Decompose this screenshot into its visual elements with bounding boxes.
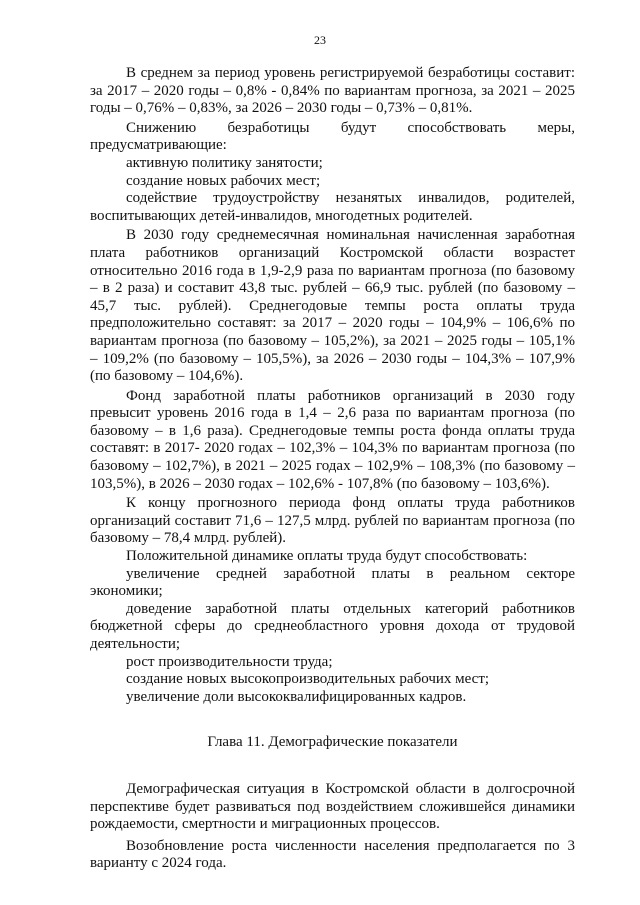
- paragraph-average-wage: В 2030 году среднемесячная номинальная начисленная заработная плата работников организаций Костромской области возрастет относительно 2016 года в 1,9-2,9 раза по вариантам прогноза (по базовому – в 2 раза) и составит 43,8 тыс. рублей – 66,9 тыс. рублей (по базовому – 45,7 тыс. рублей). Среднегодовые темпы роста оплаты труда предположительно составят: за 2017 – 2020 годы – 104,9% – 106,6% по вариантам прогноза (по базовому – 105,2%), за 2021 – 2025 годы – 105,1% – 109,2% (по базовому – 105,5%), за 2026 – 2030 годы – 104,3% – 107,9% (по базовому – 104,6%).: [90, 227, 575, 385]
- list-item-real-sector-wage: увеличение средней заработной платы в реальном секторе экономики;: [90, 565, 575, 600]
- paragraph-wage-fund-end: К концу прогнозного периода фонд оплаты труда работников организаций составит 71,6 – 127,5 млрд. рублей по вариантам прогноза (по базовому – 78,4 млрд. рублей).: [90, 495, 575, 547]
- paragraph-unemployment-level: В среднем за период уровень регистрируемой безработицы составит: за 2017 – 2020 годы – 0,8% - 0,84% по вариантам прогноза, за 2021 – 2025 годы – 0,76% – 0,83%, за 2026 – 2030 годы – 0,73% – 0,81%.: [90, 65, 575, 117]
- paragraph-demographic-situation: Демографическая ситуация в Костромской области в долгосрочной перспективе будет развиваться под воздействием сложившейся динамики рождаемости, смертности и миграционных процессов.: [90, 780, 575, 833]
- page-number: 23: [314, 33, 326, 47]
- chapter-heading: Глава 11. Демографические показатели: [207, 734, 458, 751]
- list-item-productivity: рост производительности труда;: [126, 653, 333, 670]
- paragraph-population-growth: Возобновление роста численности населения предполагается по 3 варианту с 2024 года.: [90, 837, 575, 872]
- list-item-budget-sphere-wage: доведение заработной платы отдельных категорий работников бюджетной сферы до среднеобластного уровня дохода от трудовой деятельности;: [90, 600, 575, 652]
- page-content: [90, 65, 575, 873]
- list-item-disabled-employment: содействие трудоустройству незанятых инвалидов, родителей, воспитывающих детей-инвалидов, многодетных родителей.: [90, 190, 575, 224]
- paragraph-wage-fund: Фонд заработной платы работников организаций в 2030 году превысит уровень 2016 года в 1,4 – 2,6 раза по вариантам прогноза (по базовому – в 1,6 раза). Среднегодовые темпы роста фонда оплаты труда составят: в 2017- 2020 годах – 102,3% – 104,3% по вариантам прогноза (по базовому – 102,7%), в 2021 – 2025 годах – 102,9% – 108,3% (по базовому – 103,5%), в 2026 – 2030 годах – 102,6% - 107,8% (по базовому – 103,6%).: [90, 387, 575, 492]
- list-item-employment-policy: активную политику занятости;: [126, 154, 323, 171]
- list-item-qualified-staff: увеличение доли высококвалифицированных кадров.: [126, 688, 467, 705]
- list-item-new-jobs: создание новых рабочих мест;: [126, 172, 321, 189]
- list-item-high-productivity-jobs: создание новых высокопроизводительных рабочих мест;: [126, 671, 490, 688]
- paragraph-unemployment-measures: Снижению безработицы будут способствовать меры, предусматривающие:: [90, 119, 575, 154]
- paragraph-wage-dynamics: Положительной динамике оплаты труда будут способствовать:: [126, 548, 528, 565]
